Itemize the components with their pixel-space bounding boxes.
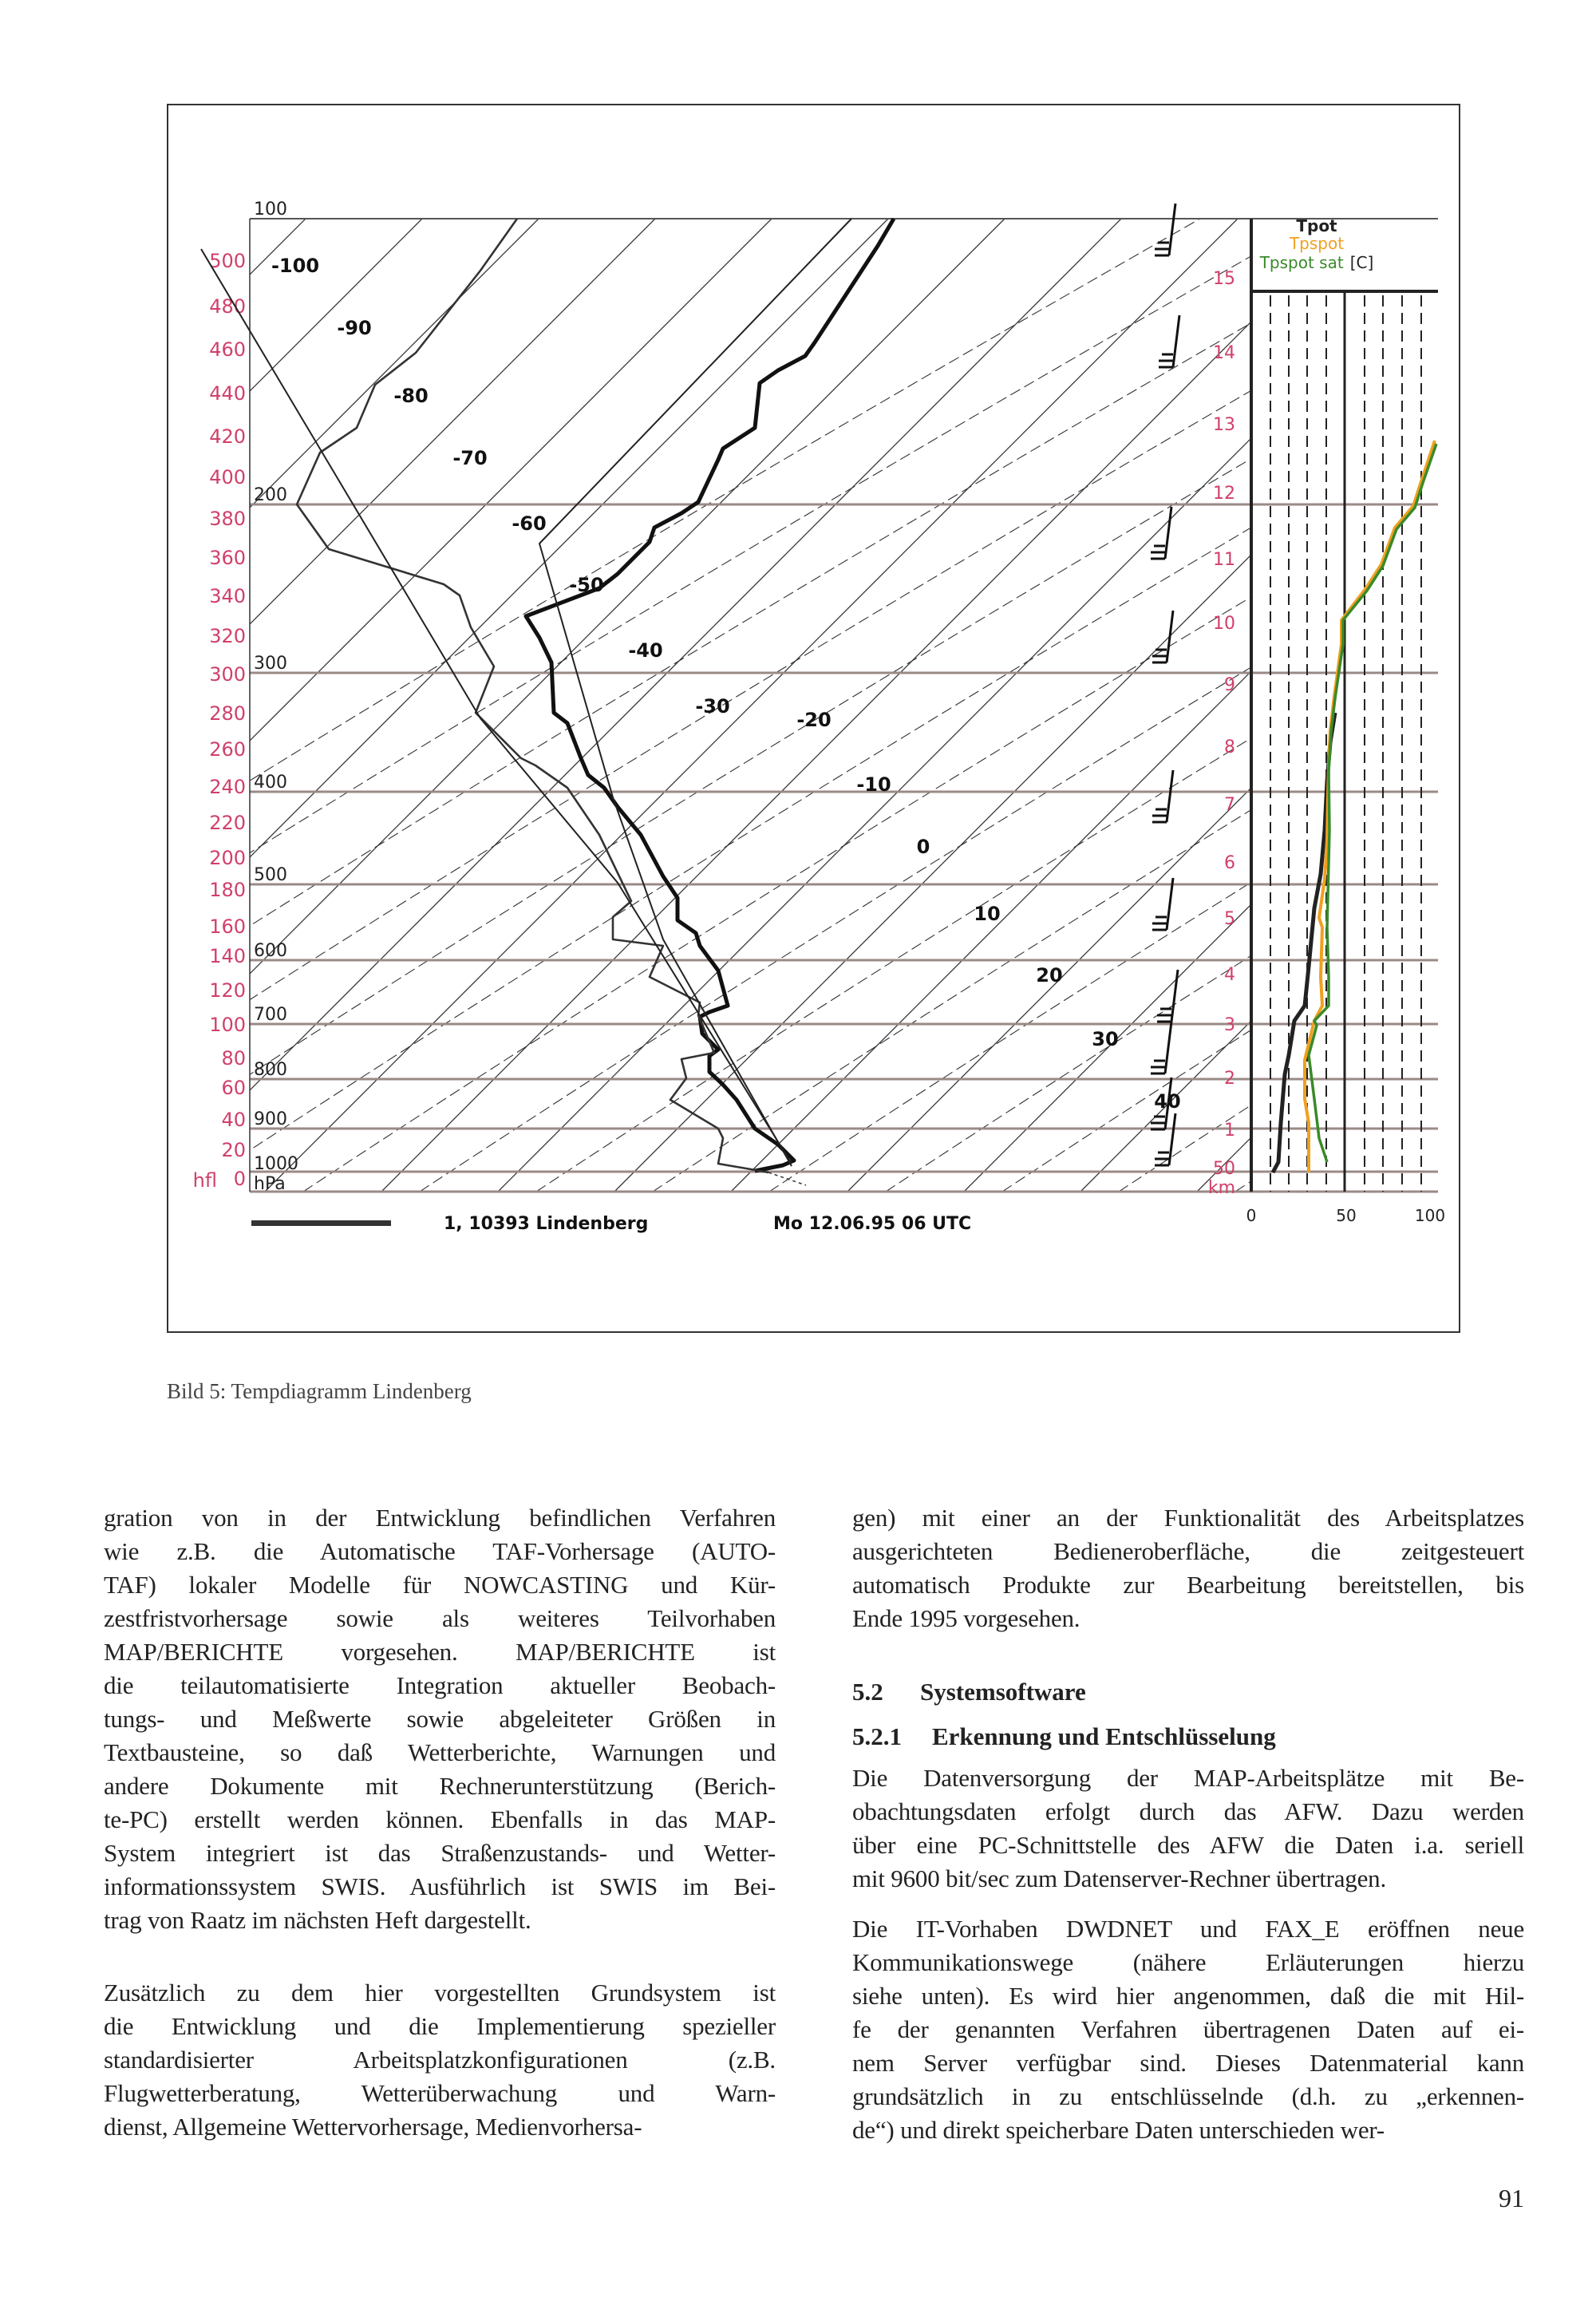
pressure-label: 800 <box>254 1060 287 1080</box>
adiabat-line <box>0 219 1317 1192</box>
legend-station: 1, 10393 Lindenberg <box>444 1214 649 1234</box>
pressure-label: 100 <box>254 200 287 219</box>
height-label: 20 <box>221 1139 246 1161</box>
km-label: 50 <box>1213 1159 1235 1179</box>
height-unit-label: hfl <box>192 1169 217 1192</box>
text-line: ausgerichteten Bedieneroberfläche, die zeitgesteuert <box>852 1537 1524 1565</box>
km-label: 15 <box>1213 269 1235 289</box>
isotherm-label: -70 <box>452 447 488 469</box>
text-line: Die Datenversorgung der MAP-Arbeitsplätze mit Be- <box>852 1764 1524 1792</box>
km-label: 11 <box>1213 550 1235 570</box>
text-line: grundsätzlich in zu entschlüsselnde (d.h. zu „erkennen- <box>852 2082 1524 2110</box>
height-label: 320 <box>209 625 246 647</box>
wind-barb-icon <box>1152 878 1173 930</box>
legend-line-swatch <box>251 1220 391 1226</box>
isotherm-line <box>0 219 655 1192</box>
wind-barb-icon <box>1151 507 1171 559</box>
adiabat-line <box>0 219 1200 1192</box>
height-label: 100 <box>209 1014 246 1036</box>
text-line: trag von Raatz im nächsten Heft dargestellt. <box>104 1906 531 1934</box>
isotherm-label: -60 <box>512 512 547 535</box>
km-label: 4 <box>1224 965 1235 985</box>
pressure-label: 1000 <box>254 1154 298 1174</box>
height-label: 0 <box>233 1168 246 1190</box>
wind-barb-icon <box>1159 315 1179 367</box>
adiabat-line <box>886 219 1596 1192</box>
panel-legend-unit: [C] <box>1349 253 1374 272</box>
km-label: 7 <box>1224 795 1235 815</box>
height-label: 260 <box>209 738 246 761</box>
height-label: 500 <box>209 250 246 272</box>
text-line: mit 9600 bit/sec zum Datenserver-Rechner übertragen. <box>852 1864 1386 1892</box>
left-text-column-paragraph-2 <box>104 1976 776 2144</box>
height-label: 480 <box>209 295 246 318</box>
text-line: Textbausteine, so daß Wetterberichte, Warnungen und <box>104 1738 776 1766</box>
pressure-label: 500 <box>254 865 287 885</box>
section-title: Systemsoftware <box>920 1678 1086 1706</box>
isotherm-label: -20 <box>796 709 832 731</box>
height-label: 80 <box>221 1047 246 1070</box>
panel-scale-label: 0 <box>1246 1206 1257 1225</box>
section-heading-5-2 <box>852 1675 1086 1709</box>
wind-barb-icon <box>1155 204 1175 255</box>
km-label: 8 <box>1224 737 1235 757</box>
height-label: 180 <box>209 879 246 901</box>
km-label: 1 <box>1224 1121 1235 1141</box>
pressure-label: 300 <box>254 654 287 674</box>
text-line: obachtungsdaten erfolgt durch das AFW. Dazu werden <box>852 1797 1524 1825</box>
height-label: 220 <box>209 812 246 834</box>
text-line: dienst, Allgemeine Wettervorhersage, Medienvorhersa- <box>104 2113 642 2141</box>
km-label: 14 <box>1213 343 1235 363</box>
height-label: 60 <box>221 1077 246 1099</box>
panel-scale-label: 100 <box>1414 1206 1446 1225</box>
km-label: 10 <box>1213 614 1235 634</box>
pressure-label: 700 <box>254 1005 287 1025</box>
pressure-label: 900 <box>254 1109 287 1129</box>
text-line: gration von in der Entwicklung befindlichen Verfahren <box>104 1504 776 1532</box>
adiabat-line <box>653 219 1596 1192</box>
isotherm-line <box>32 219 1005 1192</box>
pressure-label: 200 <box>254 485 287 505</box>
right-text-column-paragraph-3 <box>852 1912 1524 2147</box>
isotherm-line <box>1080 219 1596 1192</box>
adiabat-line <box>420 219 1596 1192</box>
legend-datetime: Mo 12.06.95 06 UTC <box>773 1214 972 1234</box>
text-line: standardisierter Arbeitsplatzkonfigurationen (z.B. <box>104 2046 776 2074</box>
section-number: 5.2 <box>852 1678 883 1706</box>
text-line: andere Dokumente mit Rechnerunterstützung (Berich- <box>104 1772 776 1800</box>
tpspot-sat-curve <box>1309 444 1436 1162</box>
height-label: 240 <box>209 776 246 798</box>
subsection-title: Erkennung und Entschlüsselung <box>932 1722 1276 1750</box>
isotherm-line <box>0 219 888 1192</box>
isotherm-line <box>498 219 1471 1192</box>
height-label: 40 <box>221 1109 246 1131</box>
adiabat-line <box>1119 219 1596 1192</box>
height-label: 200 <box>209 847 246 869</box>
pressure-label: 600 <box>254 941 287 961</box>
isotherm-label: -100 <box>271 255 320 277</box>
isotherm-line <box>1547 219 1596 1192</box>
text-line: siehe unten). Es wird hier angenommen, daß die mit Hil- <box>852 1982 1524 2010</box>
isotherm-label: -10 <box>856 773 891 796</box>
isotherm-line <box>1314 219 1596 1192</box>
height-label: 360 <box>209 547 246 569</box>
height-label: 420 <box>209 425 246 448</box>
text-line: informationssystem SWIS. Ausführlich ist SWIS im Bei- <box>104 1872 776 1900</box>
text-line: Ende 1995 vorgesehen. <box>852 1604 1080 1632</box>
text-line: System integriert ist das Straßenzustands- und Wetter- <box>104 1839 776 1867</box>
isotherm-label: 30 <box>1092 1028 1119 1050</box>
km-label: 12 <box>1213 484 1235 504</box>
panel-legend-tpot: Tpot <box>1296 216 1337 235</box>
isotherm-line <box>731 219 1596 1192</box>
km-label: 9 <box>1224 675 1235 695</box>
adiabat-line <box>70 219 1596 1192</box>
panel-scale-label: 50 <box>1336 1206 1357 1225</box>
adiabat-line <box>769 219 1596 1192</box>
text-line: automatisch Produkte zur Bearbeitung bereitstellen, bis <box>852 1571 1524 1599</box>
km-label: 13 <box>1213 415 1235 435</box>
wind-barb-icon <box>1152 770 1173 822</box>
pressure-label: hPa <box>254 1174 286 1194</box>
isotherm-line <box>148 219 1121 1192</box>
isotherm-line <box>964 219 1596 1192</box>
km-label: km <box>1207 1178 1235 1198</box>
subsection-number: 5.2.1 <box>852 1722 902 1750</box>
section-heading-5-2-1 <box>852 1720 1276 1754</box>
text-line: zestfristvorhersage sowie als weiteres Teilvorhaben <box>104 1604 776 1632</box>
isotherm-label: 20 <box>1036 964 1063 987</box>
isotherm-label: 10 <box>974 903 1001 925</box>
text-line: Die IT-Vorhaben DWDNET und FAX_E eröffnen neue <box>852 1915 1524 1943</box>
isotherm-line <box>0 219 306 1192</box>
height-label: 380 <box>209 508 246 530</box>
isotherm-line <box>1197 219 1596 1192</box>
text-line: Flugwetterberatung, Wetterüberwachung und Warn- <box>104 2079 776 2107</box>
km-label: 5 <box>1224 909 1235 929</box>
text-line: wie z.B. die Automatische TAF-Vorhersage (AUTO- <box>104 1537 776 1565</box>
km-label: 2 <box>1224 1069 1235 1089</box>
isotherm-label: -90 <box>337 317 372 339</box>
km-label: 6 <box>1224 853 1235 873</box>
text-line: über eine PC-Schnittstelle des AFW die Daten i.a. seriell <box>852 1831 1524 1859</box>
text-line: Zusätzlich zu dem hier vorgestellten Grundsystem ist <box>104 1979 776 2007</box>
isotherm-line <box>0 219 772 1192</box>
text-line: TAF) lokaler Modelle für NOWCASTING und Kür- <box>104 1571 776 1599</box>
isotherm-label: -30 <box>695 695 730 718</box>
text-line: tungs- und Meßwerte sowie abgeleiteter Größen in <box>104 1705 776 1733</box>
height-label: 460 <box>209 338 246 361</box>
isotherm-line <box>381 219 1354 1192</box>
pressure-label: 400 <box>254 773 287 793</box>
panel-legend-tpspot: Tpspot <box>1289 234 1345 253</box>
adiabat-line <box>1349 219 1596 1192</box>
isotherm-label: -40 <box>628 639 663 662</box>
text-line: die Entwicklung und die Implementierung spezieller <box>104 2012 776 2040</box>
isotherm-label: 40 <box>1154 1090 1181 1113</box>
right-text-column <box>852 1501 1524 1635</box>
text-line: de“) und direkt speicherbare Daten unterschieden wer- <box>852 2116 1385 2144</box>
height-label: 160 <box>209 915 246 938</box>
height-label: 120 <box>209 979 246 1002</box>
figure-caption: Bild 5: Tempdiagramm Lindenberg <box>167 1379 472 1403</box>
text-line: die teilautomatisierte Integration aktueller Beobach- <box>104 1671 776 1699</box>
text-line: nem Server verfügbar sind. Dieses Datenmaterial kann <box>852 2049 1524 2077</box>
right-text-column-paragraph-2 <box>852 1761 1524 1896</box>
isotherm-label: -80 <box>393 385 429 407</box>
page-number: 91 <box>1499 2184 1524 2212</box>
isotherm-line <box>847 219 1596 1192</box>
km-label: 3 <box>1224 1015 1235 1035</box>
text-line: MAP/BERICHTE vorgesehen. MAP/BERICHTE ist <box>104 1638 776 1666</box>
height-label: 340 <box>209 585 246 607</box>
height-label: 440 <box>209 382 246 405</box>
isotherm-label: -50 <box>569 574 604 596</box>
adiabat-line <box>1468 219 1596 1192</box>
height-label: 300 <box>209 663 246 686</box>
wind-barb-icon <box>1151 1022 1171 1073</box>
text-line: fe der genannten Verfahren übertragenen Daten auf ei- <box>852 2015 1524 2043</box>
isotherm-label: 0 <box>916 836 930 858</box>
panel-legend-tpspot-sat: Tpspot sat <box>1259 253 1344 272</box>
text-line: te-PC) erstellt werden können. Ebenfalls in das MAP- <box>104 1805 776 1833</box>
text-line: gen) mit einer an der Funktionalität des Arbeitsplatzes <box>852 1504 1524 1532</box>
surface-dash <box>768 1172 806 1185</box>
text-line: Kommunikationswege (nähere Erläuterungen hierzu <box>852 1948 1524 1976</box>
adiabat-line <box>187 219 1596 1192</box>
panel-legend-sat-row <box>1259 253 1374 272</box>
height-label: 280 <box>209 702 246 725</box>
height-label: 140 <box>209 945 246 967</box>
height-label: 400 <box>209 466 246 488</box>
left-text-column <box>104 1501 776 1937</box>
isotherm-line <box>1430 219 1596 1192</box>
